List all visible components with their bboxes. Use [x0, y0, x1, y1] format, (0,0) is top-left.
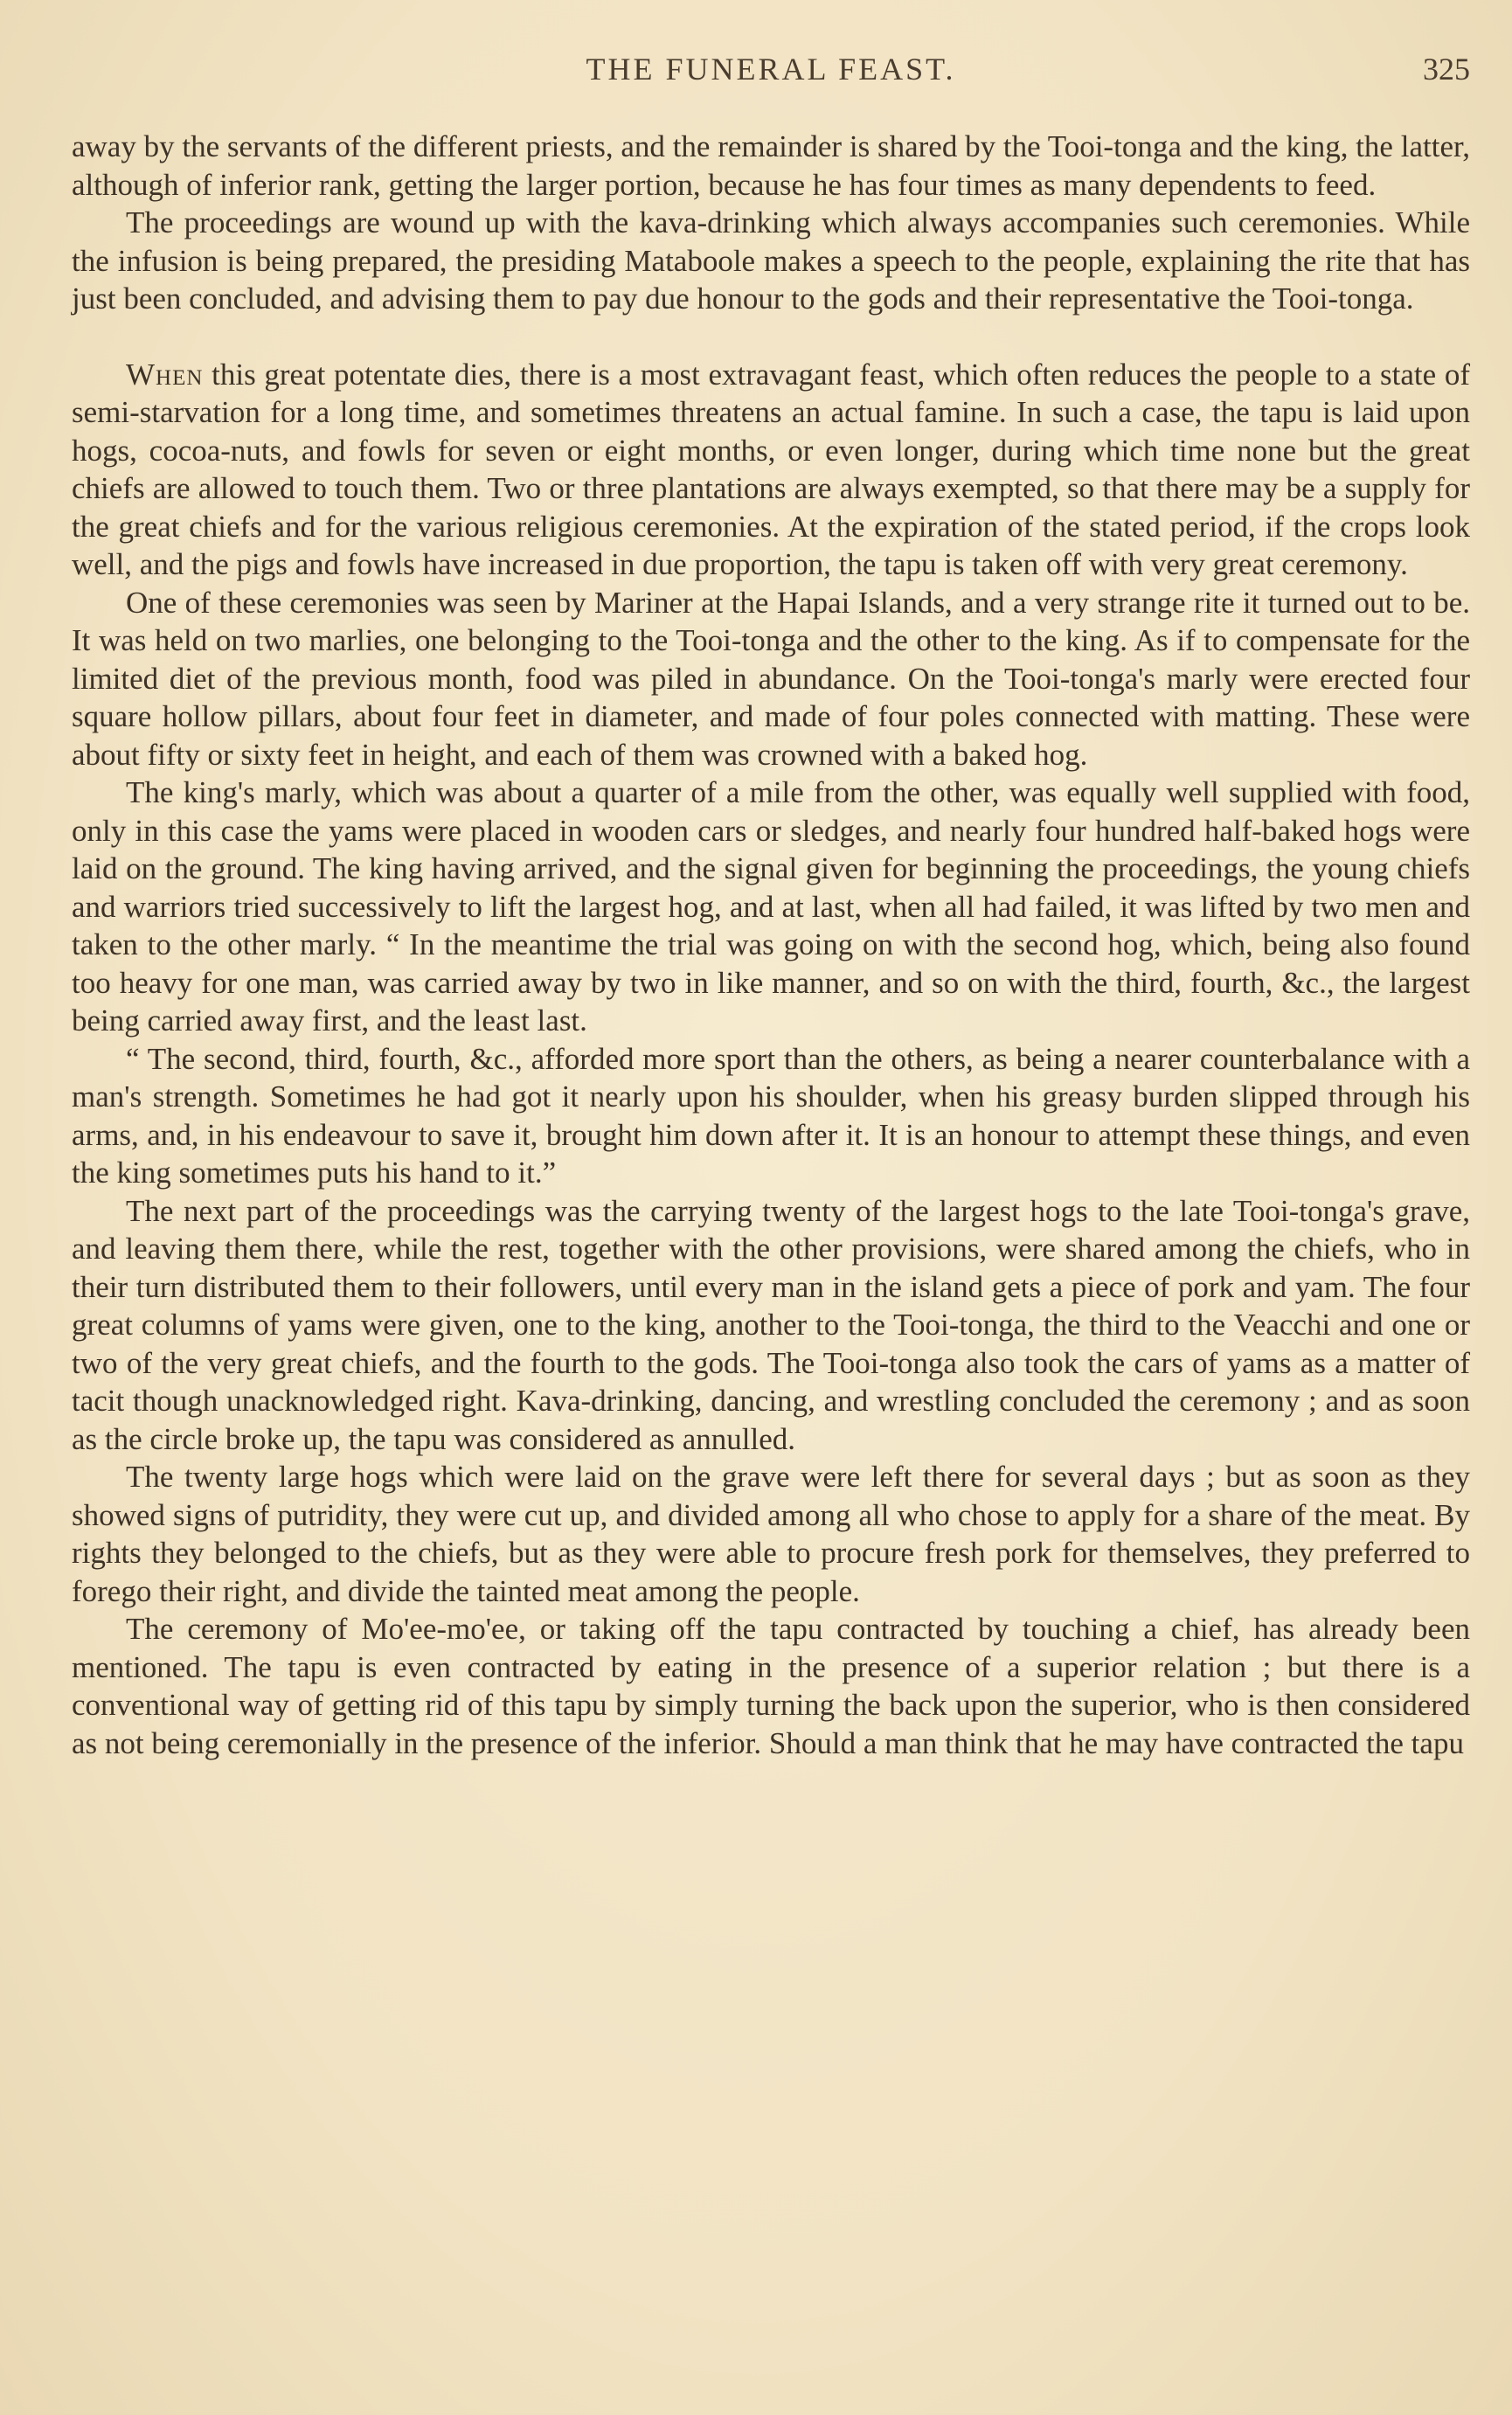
paragraph-mariner: One of these ceremonies was seen by Mariner at the Hapai Islands, and a very strange rite it turned out to be. It was held on two marlies, one belonging to the Tooi-tonga and the other to the king. As if to compensate for the limited diet of the previous month, food was piled in abundance. On the Tooi-tonga's marly were erected four square hollow pillars, about four feet in diameter, and made of four poles connected with matting. These were about fifty or sixty feet in height, and each of them was crowned with a baked hog. — [72, 585, 1470, 772]
paragraph-mo-ee-mo-ee: The ceremony of Mo'ee-mo'ee, or taking off the tapu contracted by touching a chief, has already been mentioned. The tapu is even contracted by eating in the presence of a superior relation ; but there is a conventional way of getting rid of this tapu by simply turning the back upon the superior, who is then considered as not being ceremonially in the presence of the inferior. Should a man think that he may have contracted the tapu — [72, 1612, 1470, 1760]
running-title: THE FUNERAL FEAST. — [586, 52, 956, 87]
paragraph-potentate-dies — [72, 356, 1470, 584]
paragraph-continuation: away by the servants of the different priests, and the remainder is shared by the Tooi-tonga and the king, the latter, although of inferior rank, getting the larger portion, because he has four times as many dependents to feed. — [72, 129, 1470, 202]
paragraph-kava: The proceedings are wound up with the kava-drinking which always accompanies such ceremonies. While the infusion is being prepared, the presiding Mataboole makes a speech to the people, explaining the rite that has just been concluded, and advising them to pay due honour to the gods and their representative the Tooi-tonga. — [72, 205, 1470, 316]
paragraph-twenty-hogs: The twenty large hogs which were laid on the grave were left there for several days ; but as soon as they showed signs of putridity, they were cut up, and divided among all who chose to apply for a share of the meat. By rights they belonged to the chiefs, but as they were able to procure fresh pork for themselves, they preferred to forego their right, and divide the tainted meat among the people. — [72, 1460, 1470, 1608]
text-body — [72, 128, 1470, 1762]
page-number: 325 — [1423, 52, 1470, 87]
paragraph-quote: “ The second, third, fourth, &c., afforded more sport than the others, as being a nearer counterbalance with a man's strength. Sometimes he had got it nearly upon his shoulder, when his greasy burden slipped through his arms, and, in his endeavour to save it, brought him down after it. It is an honour to attempt these things, and even the king sometimes puts his hand to it.” — [72, 1041, 1470, 1190]
paragraph-text: this great potentate dies, there is a most extravagant feast, which often reduces the people to a state of semi-starvation for a long time, and sometimes threatens an actual famine. In such a case, the tapu is laid upon hogs, cocoa-nuts, and fowls for seven or eight months, or even longer, during which time none but the great chiefs are allowed to touch them. Two or three plantations are always exempted, so that there may be a supply for the great chiefs and for the various religious ceremonies. At the expiration of the stated period, if the crops look well, and the pigs and fowls have increased in due proportion, the tapu is taken off with very great ceremony. — [72, 357, 1470, 581]
lead-word: When — [126, 357, 204, 392]
paragraph-grave: The next part of the proceedings was the carrying twenty of the largest hogs to the late Tooi-tonga's grave, and leaving them there, while the rest, together with the other provisions, were shared among the chiefs, who in their turn distributed them to their followers, until every man in the island gets a piece of pork and yam. The four great columns of yams were given, one to the king, another to the Tooi-tonga, the third to the Veacchi and one or two of the very great chiefs, and the fourth to the gods. The Tooi-tonga also took the cars of yams as a matter of tacit though unacknowledged right. Kava-drinking, dancing, and wrestling concluded the ceremony ; and as soon as the circle broke up, the tapu was considered as annulled. — [72, 1193, 1470, 1456]
paragraph-king-marly: The king's marly, which was about a quarter of a mile from the other, was equally well supplied with food, only in this case the yams were placed in wooden cars or sledges, and nearly four hundred half-baked hogs were laid on the ground. The king having arrived, and the signal given for beginning the proceedings, the young chiefs and warriors tried successively to lift the largest hog, and at last, when all had failed, it was lifted by two men and taken to the other marly. “ In the meantime the trial was going on with the second hog, which, being also found too heavy for one man, was carried away by two in like manner, and so on with the third, fourth, &c., the largest being carried away first, and the least last. — [72, 775, 1470, 1037]
running-head — [72, 51, 1470, 94]
